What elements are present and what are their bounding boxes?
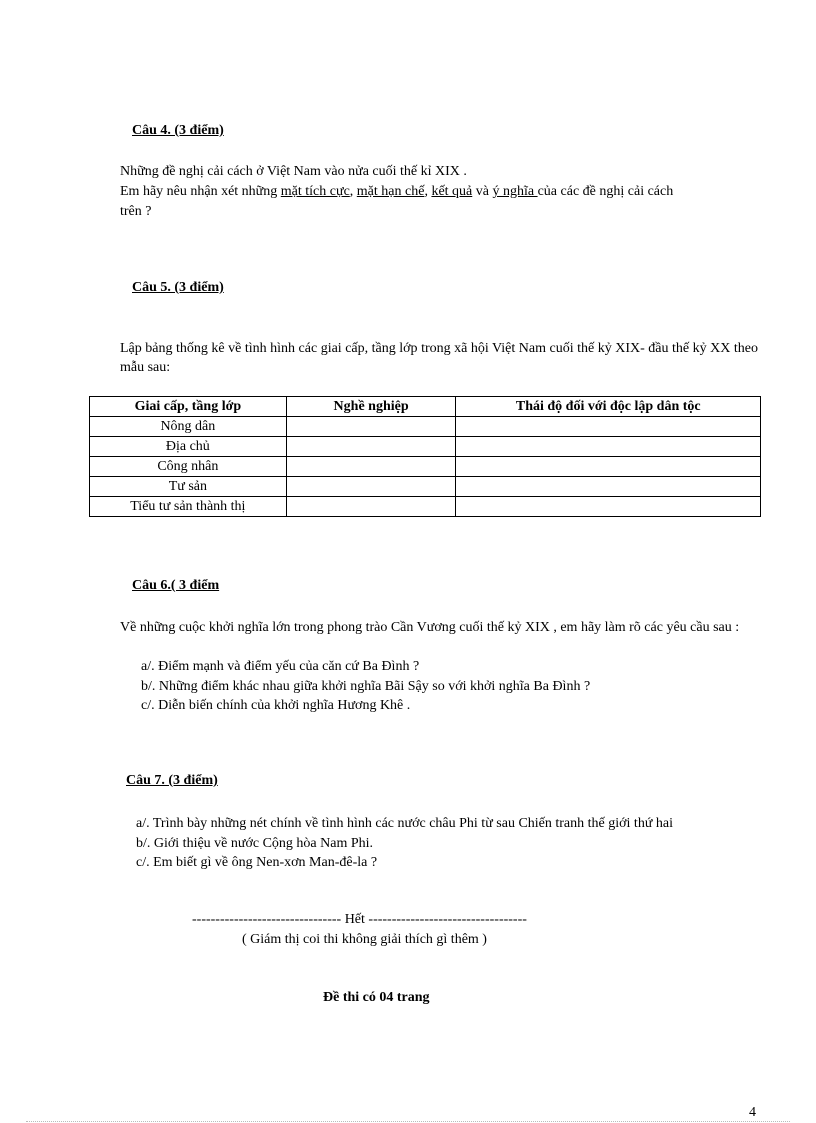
q6-item-a: a/. Điểm mạnh và điểm yếu của căn cứ Ba Đình ? [141,659,420,674]
table-cell [286,437,456,457]
row-label: Nông dân [90,417,287,437]
q4-positive: mặt tích cực [280,184,350,199]
table-row [90,417,761,437]
q4-sep2: , [424,184,432,199]
q6-intro: Về những cuộc khởi nghĩa lớn trong phong trào Cần Vương cuối thế kỷ XIX , em hãy làm rõ các yêu cầu sau : [120,620,740,635]
page-count: Đề thi có 04 trang [323,990,430,1005]
row-label: Tiểu tư sản thành thị [90,497,287,517]
q5-intro: Lập bảng thống kê về tình hình các giai cấp, tầng lớp trong xã hội Việt Nam cuối thế kỷ XIX- đầu thế kỷ XX theo mẫu sau: [120,341,758,375]
q4-line2-i: của các đề nghị cải cách [537,184,674,199]
q4-results: kết quả [431,184,473,199]
table-cell [456,437,761,457]
q4-limits: mặt hạn chế [356,184,425,199]
q4-meaning: ý nghĩa [492,184,538,199]
q4-line2 [120,182,758,201]
table-cell [456,457,761,477]
q6-item-c: c/. Diễn biến chính của khởi nghĩa Hương Khê . [141,698,411,713]
q7-heading: Câu 7. (3 điểm) [126,773,218,788]
q4-sep1: , [349,184,357,199]
row-label: Công nhân [90,457,287,477]
table-cell [286,477,456,497]
table-cell [286,417,456,437]
q7-item-a: a/. Trình bày những nét chính về tình hình các nước châu Phi từ sau Chiến tranh thế giới thứ hai [136,816,674,831]
col-header-class: Giai cấp, tầng lớp [90,397,287,417]
q6-item-b: b/. Những điểm khác nhau giữa khởi nghĩa Bãi Sậy so với khởi nghĩa Ba Đình ? [141,679,591,694]
q5-heading: Câu 5. (3 điểm) [132,280,224,295]
table-cell [456,417,761,437]
q4-line2-a: Em hãy nêu nhận xét những [120,184,281,199]
table-header-row [90,397,761,417]
proctor-note: ( Giám thị coi thi không giải thích gì thêm ) [242,932,487,947]
table-cell [456,497,761,517]
page-bottom-border [26,1121,790,1122]
table-cell [286,457,456,477]
table-row [90,477,761,497]
q7-item-c: c/. Em biết gì về ông Nen-xơn Man-đê-la ? [136,855,378,870]
table-row [90,437,761,457]
table-cell [456,477,761,497]
table-cell [286,497,456,517]
table-row [90,457,761,477]
class-stats-table [89,396,761,517]
q4-line3: trên ? [120,204,152,219]
row-label: Địa chủ [90,437,287,457]
table-row [90,497,761,517]
end-line: -------------------------------- Hết ---------------------------------- [192,912,527,927]
col-header-occupation: Nghề nghiệp [286,397,456,417]
q4-heading: Câu 4. (3 điểm) [132,123,224,138]
q6-heading: Câu 6.( 3 điểm [132,578,220,593]
row-label: Tư sản [90,477,287,497]
page-number: 4 [749,1105,756,1120]
col-header-attitude: Thái độ đối với độc lập dân tộc [456,397,761,417]
q7-item-b: b/. Giới thiệu về nước Cộng hòa Nam Phi. [136,836,374,851]
q4-sep3: và [472,184,493,199]
q4-line1: Những đề nghị cải cách ở Việt Nam vào nửa cuối thế kỉ XIX . [120,164,467,179]
